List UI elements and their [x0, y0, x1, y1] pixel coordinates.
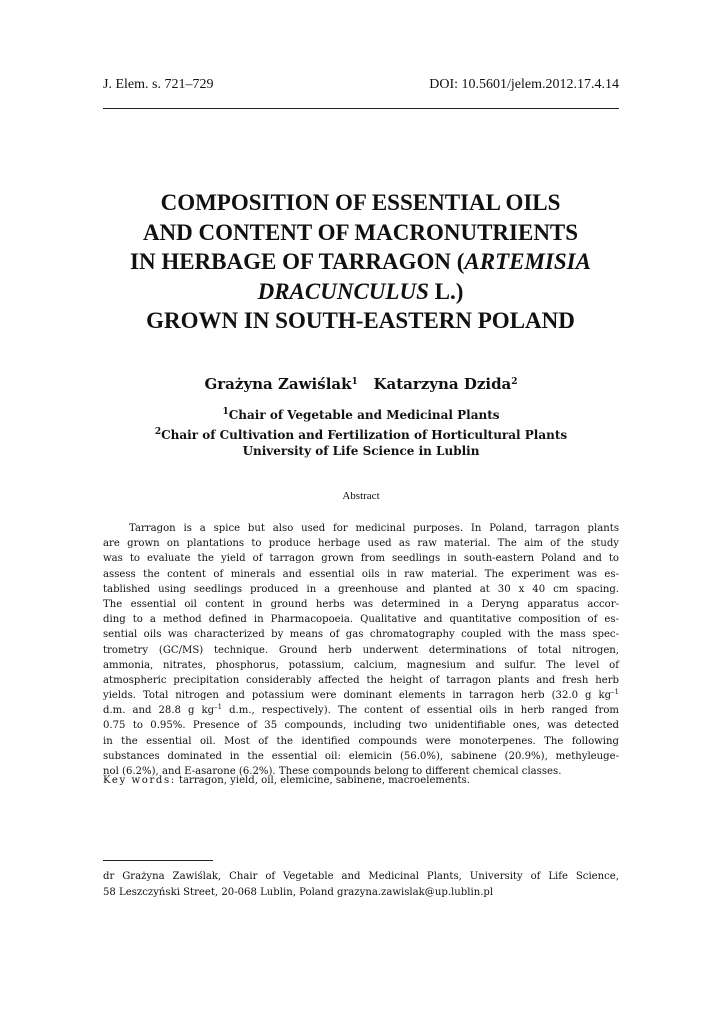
abstract-line: ding to a method defined in Pharmacopoeia. Qualitative and quantitative composition of es-: [103, 614, 619, 626]
abstract-line: atmospheric precipitation considerably affected the height of tarragon plants and fresh herb: [103, 674, 619, 686]
title-text: L.): [428, 278, 464, 304]
abstract-heading: Abstract: [342, 490, 380, 502]
affiliation: University of Life Science in Lublin: [242, 444, 480, 458]
abstract-line: 0.75 to 0.95%. Presence of 35 compounds, including two unidentifiable ones, was detected: [103, 720, 619, 732]
affiliation-marker: 2: [154, 426, 162, 437]
author-name: Grażyna Zawiślak: [204, 375, 352, 393]
affiliation-text: Chair of Vegetable and Medicinal Plants: [228, 408, 500, 422]
abstract-line: tablished using seedlings produced in a greenhouse and planted at 30 x 40 cm spacing.: [103, 583, 619, 595]
abstract-line: [103, 688, 619, 703]
authors: [103, 375, 619, 393]
title-line: [80, 247, 641, 277]
abstract-line: substances dominated in the essential oil: elemicin (56.0%), sabinene (20.9%), methyleuge-: [103, 750, 619, 762]
abstract-line: [103, 703, 619, 718]
affiliation-marker: 2: [511, 377, 518, 387]
keywords-text: tarragon, yield, oil, elemicine, sabinene, macroelements.: [175, 775, 470, 786]
title-italic-text: ARTEMISIA: [464, 249, 591, 274]
doi[interactable]: DOI: 10.5601/jelem.2012.17.4.14: [429, 77, 619, 92]
affiliations: [103, 404, 619, 460]
title-text: IN HERBAGE OF TARRAGON (: [130, 249, 465, 274]
abstract-line: ammonia, nitrates, phosphorus, potassium, calcium, magnesium and sulfur. The level of: [103, 659, 619, 671]
title-line: COMPOSITION OF ESSENTIAL OILS: [160, 190, 561, 215]
superscript: –1: [611, 688, 619, 697]
abstract-line: The essential oil content in ground herbs was determined in a Deryng apparatus accor-: [103, 598, 619, 610]
affiliation-marker: 1: [222, 407, 229, 417]
footnote-line: 58 Leszczyński Street, 20-068 Lublin, Poland grazyna.zawislak@up.lublin.pl: [103, 886, 494, 898]
abstract-line: nol (6.2%), and E-asarone (6.2%). These compounds belong to different chemical classes.: [103, 766, 562, 777]
abstract-line: trometry (GC/MS) technique. Ground herb underwent determinations of total nitrogen,: [103, 644, 619, 656]
footnote-line: dr Grażyna Zawiślak, Chair of Vegetable and Medicinal Plants, University of Life Science,: [103, 871, 619, 882]
abstract-body: [103, 521, 619, 779]
abstract-line: are grown on plantations to produce herbage used as raw material. The aim of the study: [103, 538, 619, 550]
abstract-text: yields. Total nitrogen and potassium were dominant elements in tarragon herb (32.0 g kg: [103, 690, 612, 702]
keywords-label: Key words:: [103, 775, 176, 786]
header-rule: [103, 108, 619, 109]
title-italic-text: DRACUNCULUS: [257, 278, 429, 304]
superscript: –1: [214, 703, 223, 712]
abstract-text: d.m. and 28.8 g kg: [103, 705, 215, 717]
author-name: Katarzyna Dzida: [373, 375, 512, 393]
abstract-line: Tarragon is a spice but also used for medicinal purposes. In Poland, tarragon plants: [129, 523, 619, 534]
abstract-line: in the essential oil. Most of the identified compounds were monoterpenes. The following: [103, 735, 619, 747]
paper-title: [80, 188, 641, 336]
keywords: [103, 775, 619, 786]
abstract-line: was to evaluate the yield of tarragon grown from seedlings in south-eastern Poland and to: [103, 553, 619, 565]
abstract-line: sential oils was characterized by means of gas chromatography coupled with the mass spec-: [103, 629, 619, 641]
journal-citation: J. Elem. s. 721–729: [103, 77, 214, 92]
footnote-rule: [103, 860, 213, 861]
title-line: GROWN IN SOUTH-EASTERN POLAND: [146, 308, 575, 333]
abstract-line: assess the content of minerals and essential oils in raw material. The experiment was es-: [103, 568, 619, 580]
title-line: AND CONTENT OF MACRONUTRIENTS: [142, 219, 579, 245]
affiliation: [103, 404, 619, 424]
correspondence-footnote: [103, 869, 619, 900]
affiliation: [103, 424, 619, 444]
running-header: [103, 77, 619, 97]
abstract-text: d.m., respectively). The content of essential oils in herb ranged from: [222, 705, 619, 717]
affiliation-marker: 1: [351, 377, 358, 387]
title-line: [80, 277, 641, 307]
affiliation-text: Chair of Cultivation and Fertilization of Horticultural Plants: [161, 427, 568, 442]
